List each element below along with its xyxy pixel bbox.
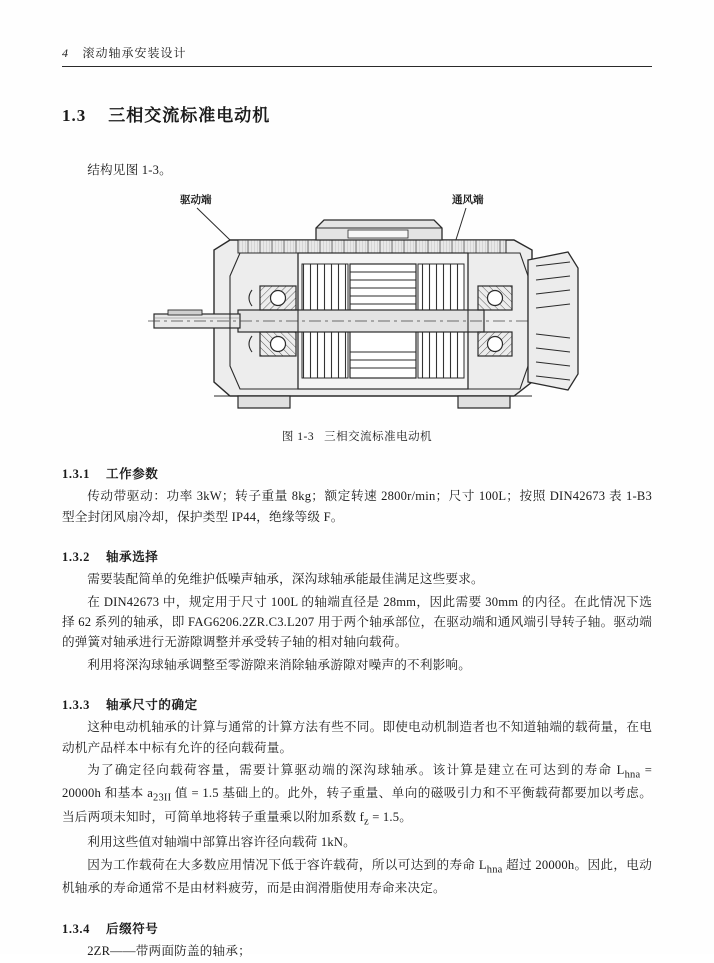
running-head-title: 滚动轴承安装设计 [82,46,187,60]
figure-label-fan-end: 通风端 [452,195,484,207]
paragraph-132-3: 利用将深沟球轴承调整至零游隙来消除轴承游隙对噪声的不利影响。 [87,657,471,672]
figure-caption [62,428,652,444]
header-divider [62,66,652,67]
figure-image [62,206,652,418]
figure-label-drive-end: 驱动端 [180,195,212,207]
section-number: 1.3 [62,106,87,125]
paragraph-131-1: 传动带驱动：功率 3kW；转子重量 8kg；额定转速 2800r/min；尺寸 100L；按照 DIN42673 表 1-B3 型全封闭风扇冷却，保护类型 IP44，绝缘等级 F。 [62,489,652,524]
section-intro: 结构见图 1-3。 [87,163,172,177]
paragraph-133-4: 因为工作载荷在大多数应用情况下低于容许载荷，所以可达到的寿命 $L_{hna}$ 超过 20000h。因此，电动机轴承的寿命通常不是由材料疲劳，而是由润滑脂使用寿命来决定。 [62,857,652,896]
subsection-number-131: 1.3.1 [62,467,90,482]
paragraph-133-2: 为了确定径向载荷容量，需要计算驱动端的深沟球轴承。该计算是建立在可达到的寿命 $L_{hna} = 20000h$ 和基本 $a_{23II}$ 值 = 1.5 基础上的。此外，转子重量、单向的磁吸引力和不平衡载荷都要加以考虑。当后两项未知时，可简单地将转子重量乘以附加系数 $f_z = 1.5$。 [62,762,653,828]
subsection-title-132: 轴承选择 [106,550,159,565]
paragraph-133-3: 利用这些值对轴端中部算出容许径向载荷 1kN。 [87,835,356,850]
figure-block [62,192,652,444]
figure-caption-text: 三相交流标准电动机 [324,431,433,444]
running-head [62,44,652,66]
page-number: 4 [62,46,69,60]
subsection-heading-133 [62,695,652,713]
paragraph-132-2: 在 DIN42673 中，规定用于尺寸 100L 的轴端直径是 28mm，因此需要 30mm 的内径。在此情况下选择 62 系列的轴承，即 FAG6206.2ZR.C3.L207 用于两个轴承部位，在驱动端和通风端引导转子轴。驱动端的弹簧对轴承进行无游隙调整并承受转子轴的相对轴向载荷。 [62,594,652,650]
subsection-number-134: 1.3.4 [62,921,90,936]
subsection-heading-132 [62,547,652,565]
paragraph-133-1: 这种电动机轴承的计算与通常的计算方法有些不同。即使电动机制造者也不知道轴端的载荷量，在电动机产品样本中标有允许的径向载荷量。 [62,720,652,755]
section-title: 三相交流标准电动机 [108,106,271,125]
paragraph-134-1: 2ZR——带两面防盖的轴承； [87,943,251,958]
subsection-heading-134 [62,919,652,937]
page-content [62,44,652,963]
subsection-heading-131 [62,464,652,482]
subsection-number-133: 1.3.3 [62,698,90,713]
figure-callouts [62,192,652,206]
paragraph-132-1: 需要装配简单的免维护低噪声轴承，深沟球轴承能最佳满足这些要求。 [87,572,484,587]
subsection-title-134: 后缀符号 [106,921,159,936]
subsection-title-131: 工作参数 [106,467,159,482]
section-heading [62,101,652,126]
subsection-title-133: 轴承尺寸的确定 [106,698,198,713]
figure-caption-number: 图 1-3 [281,431,315,444]
subsection-number-132: 1.3.2 [62,550,90,565]
